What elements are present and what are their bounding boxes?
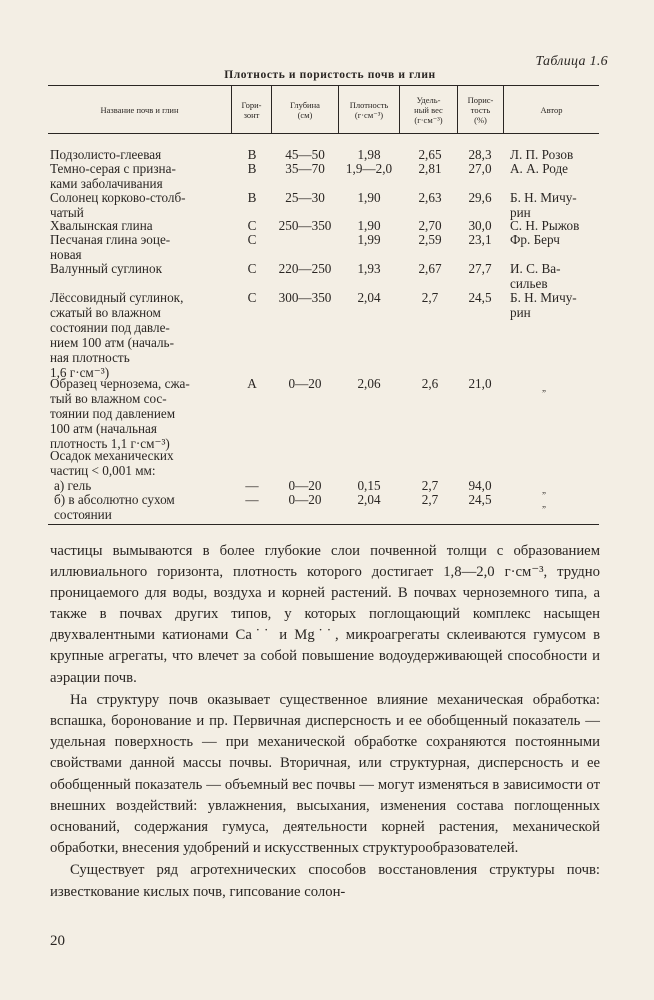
row-horizon: C [247, 218, 257, 233]
row-porosity: 30,0 [468, 218, 492, 233]
header-name: Название почв и глин [100, 105, 179, 115]
row-author: „ [542, 485, 546, 495]
row-depth: 25—30 [285, 190, 325, 205]
row-name: Лёссовидный суглинок, сжатый во влажном состоянии под давле- нием 100 атм (началь- ная плотность 1,6 г·см⁻³) [50, 290, 184, 380]
row-porosity: 23,1 [468, 232, 492, 247]
header-density: Плотность (г·см⁻³) [349, 100, 389, 120]
row-horizon: B [247, 161, 257, 176]
row-name: Песчаная глина эоце- новая [50, 232, 171, 262]
row-specific-weight: 2,67 [418, 261, 442, 276]
body-text [50, 541, 600, 903]
row-porosity: 29,6 [468, 190, 492, 205]
row-depth: 250—350 [278, 218, 332, 233]
row-name: Осадок механических частиц < 0,001 мм: [50, 448, 174, 478]
row-author: С. Н. Рыжов [510, 218, 580, 233]
table-top-rule [48, 85, 599, 86]
row-porosity: 24,5 [468, 492, 492, 507]
row-specific-weight: 2,70 [418, 218, 442, 233]
row-depth: 0—20 [288, 376, 322, 391]
row-density: 1,98 [357, 147, 381, 162]
row-author: „ [542, 383, 546, 393]
row-horizon: B [247, 147, 257, 162]
row-name: Темно-серая с призна- ками заболачивания [50, 161, 176, 191]
row-author: А. А. Роде [510, 161, 569, 176]
row-horizon: B [247, 190, 257, 205]
row-porosity: 28,3 [468, 147, 492, 162]
row-density: 2,06 [357, 376, 381, 391]
row-porosity: 94,0 [468, 478, 492, 493]
row-name: Хвалынская глина [50, 218, 153, 233]
row-porosity: 24,5 [468, 290, 492, 305]
row-author: „ [542, 499, 546, 509]
header-horizon: Гори- зонт [241, 100, 262, 120]
row-author: Б. Н. Мичу- рин [510, 290, 577, 320]
paragraph: частицы вымываются в более глубокие слои почвенной толщи с образованием иллювиального горизонта, плотность которого достигает 1,8—2,0 г·см⁻³, трудно проницаемого для воды, воздуха и корней растений. В почвах черноземного типа, а также в почвах других типов, у которых поглощающий комплекс насыщен двухвалентными катионами Ca˙˙ и Mg˙˙, микроагрегаты склеиваются гумусом в крупные агрегаты, что влечет за собой повышение водоудерживающей способности и аэрации почв. [50, 543, 600, 686]
paragraph: Существует ряд агротехнических способов восстановления структуры почв: известкование кислых почв, гипсование солон- [50, 862, 600, 900]
header-depth: Глубина (см) [290, 100, 320, 120]
header-specific-weight: Удель- ный вес (г·см⁻³) [414, 95, 443, 125]
row-horizon: — [245, 478, 259, 493]
paragraph: На структуру почв оказывает существенное влияние механическая обработка: вспашка, боронование и пр. Первичная дисперсность и ее обобщенный показатель — удельная поверхность — при механической обработке сохраняются постоянными свойствами данной массы почвы. Вторичная, или структурная, дисперсность и ее обобщенный показатель — объемный вес почвы — могут изменяться в зависимости от внешних воздействий: увлажнения, высыхания, изменения состава поглощенных оснований, содержания гумуса, деятельности корней растения, механической обработки, внесения удобрений и искусственных структурообразователей. [50, 692, 600, 856]
row-horizon: — [245, 492, 259, 507]
row-depth: 220—250 [278, 261, 332, 276]
table-title: Плотность и пористость почв и глин [224, 69, 436, 81]
row-horizon: A [247, 376, 257, 391]
row-name: б) в абсолютно сухом состоянии [54, 492, 175, 522]
row-density: 2,04 [357, 492, 381, 507]
page-number: 20 [50, 933, 65, 949]
row-density: 0,15 [357, 478, 381, 493]
row-specific-weight: 2,7 [421, 492, 439, 507]
row-density: 1,93 [357, 261, 381, 276]
row-density: 1,99 [357, 232, 381, 247]
row-name: Образец чернозема, сжа- тый во влажном сос- тоянии под давлением 100 атм (начальная плотность 1,1 г·см⁻³) [50, 376, 190, 451]
row-porosity: 27,7 [468, 261, 492, 276]
row-depth: 45—50 [285, 147, 325, 162]
row-density: 2,04 [357, 290, 381, 305]
table-header-rule [48, 133, 599, 134]
row-name: Валунный суглинок [50, 261, 162, 276]
row-specific-weight: 2,7 [421, 290, 439, 305]
row-horizon: C [247, 290, 257, 305]
row-name: Солонец корково-столб- чатый [50, 190, 186, 220]
row-porosity: 21,0 [468, 376, 492, 391]
row-author: Фр. Берч [510, 232, 560, 247]
row-porosity: 27,0 [468, 161, 492, 176]
row-horizon: C [247, 261, 257, 276]
row-author: Л. П. Розов [510, 147, 574, 162]
table-bottom-rule [48, 524, 599, 525]
row-depth: 0—20 [288, 492, 322, 507]
row-author: И. С. Ва- сильев [510, 261, 561, 291]
header-author: Автор [540, 105, 563, 115]
header-porosity: Порис- тость (%) [467, 95, 494, 125]
row-depth: 300—350 [278, 290, 332, 305]
row-specific-weight: 2,7 [421, 478, 439, 493]
row-specific-weight: 2,81 [418, 161, 442, 176]
row-specific-weight: 2,59 [418, 232, 442, 247]
row-author: Б. Н. Мичу- рин [510, 190, 577, 220]
row-depth: 35—70 [285, 161, 325, 176]
row-name: а) гель [54, 478, 92, 493]
row-density: 1,90 [357, 190, 381, 205]
row-density: 1,9—2,0 [345, 161, 393, 176]
row-specific-weight: 2,65 [418, 147, 442, 162]
row-name: Подзолисто-глеевая [50, 147, 162, 162]
row-specific-weight: 2,63 [418, 190, 442, 205]
row-horizon: C [247, 232, 257, 247]
table-label: Таблица 1.6 [535, 54, 608, 69]
row-depth: 0—20 [288, 478, 322, 493]
row-specific-weight: 2,6 [421, 376, 439, 391]
row-density: 1,90 [357, 218, 381, 233]
